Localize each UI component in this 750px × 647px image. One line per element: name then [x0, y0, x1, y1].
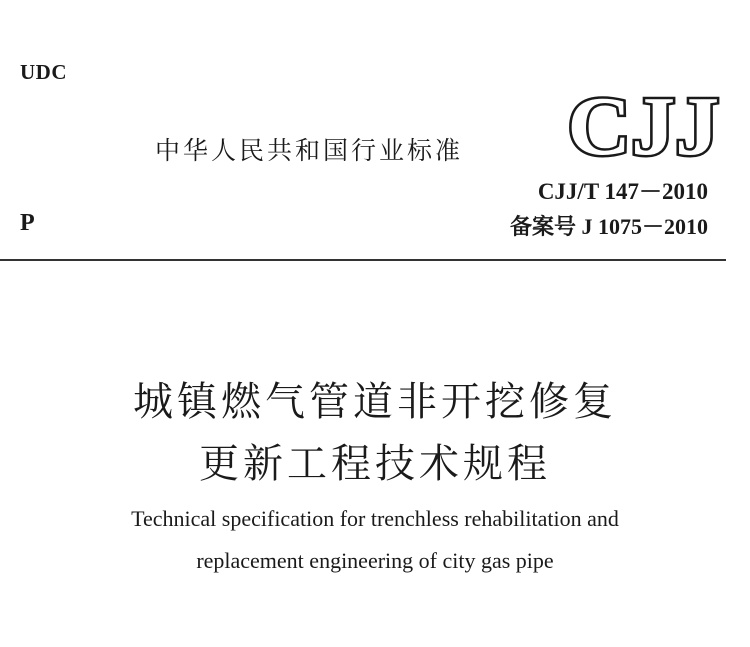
chinese-title-line-2: 更新工程技术规程	[199, 441, 551, 487]
standard-code: CJJ/T 147－2010	[537, 179, 708, 204]
cjj-logo-text: CJJ	[567, 80, 719, 173]
english-title-line-2: replacement engineering of city gas pipe	[196, 548, 554, 573]
english-title-line-1: Technical specification for trenchless rehabilitation and	[131, 506, 619, 531]
category-letter: P	[20, 210, 35, 236]
header-divider	[0, 259, 726, 261]
chinese-title-line-1: 城镇燃气管道非开挖修复	[133, 379, 617, 425]
udc-label: UDC	[20, 60, 67, 84]
record-number: 备案号 J 1075－2010	[509, 214, 708, 239]
standard-type-title: 中华人民共和国行业标准	[155, 136, 464, 165]
cjj-logo	[567, 80, 719, 173]
